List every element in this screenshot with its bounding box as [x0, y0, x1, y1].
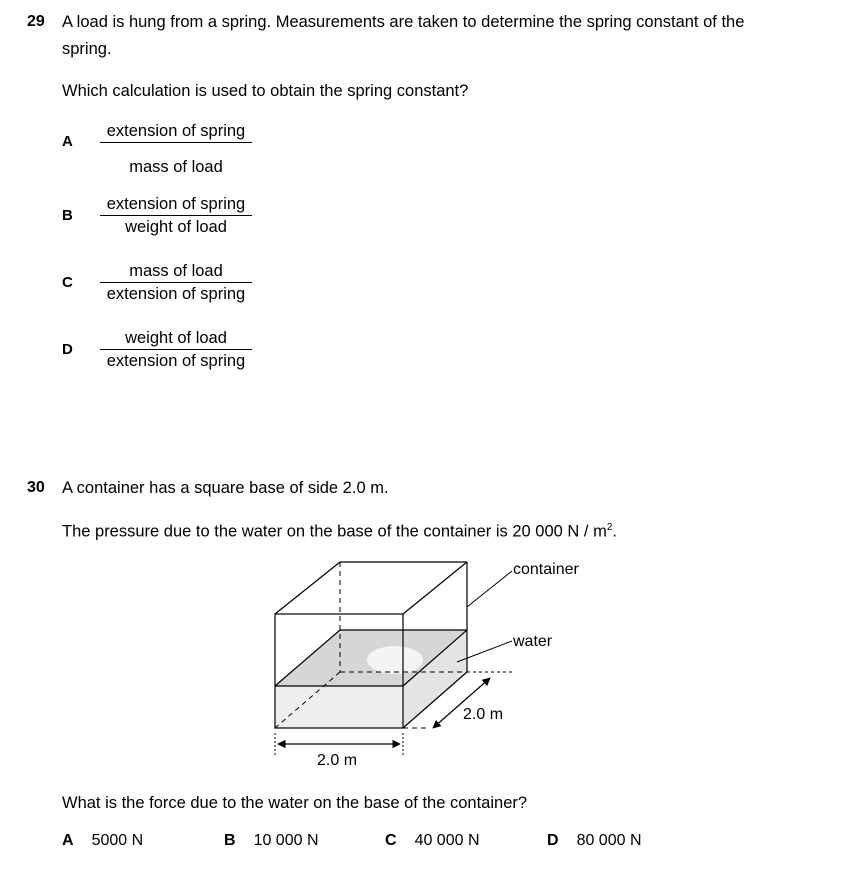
answer-d [547, 832, 642, 850]
water-highlight [367, 646, 423, 674]
label-container: container [513, 561, 579, 578]
pressure-text: The pressure due to the water on the base of the container is 20 000 N / m [62, 522, 607, 541]
option-d-letter: D [62, 341, 73, 358]
option-a-letter: A [62, 133, 73, 150]
pressure-superscript: 2 [606, 522, 613, 533]
pressure-end: . [612, 522, 617, 541]
answer-d-letter: D [547, 832, 559, 849]
option-d-denominator: extension of spring [106, 352, 246, 370]
question-29-stem-line2: spring. [62, 40, 112, 58]
water-front-face [275, 686, 403, 728]
question-30-number: 30 [27, 479, 45, 496]
answer-c-value: 40 000 N [414, 832, 480, 849]
answer-a-letter: A [62, 832, 74, 849]
answer-b [224, 832, 319, 850]
option-c-numerator: mass of load [129, 262, 223, 280]
answer-c [385, 832, 480, 850]
option-b-numerator: extension of spring [106, 195, 246, 213]
answer-b-value: 10 000 N [253, 832, 319, 849]
label-width: 2.0 m [317, 752, 358, 769]
container-leader-line [467, 571, 512, 607]
answer-c-letter: C [385, 832, 397, 849]
answer-d-value: 80 000 N [576, 832, 642, 849]
question-30-prompt: What is the force due to the water on the base of the container? [62, 794, 528, 812]
question-29-stem-line1: A load is hung from a spring. Measurements are taken to determine the spring constant of the [62, 13, 745, 31]
option-c-letter: C [62, 274, 73, 291]
question-29-prompt: Which calculation is used to obtain the spring constant? [62, 82, 469, 100]
answer-b-letter: B [224, 832, 236, 849]
answer-a [62, 832, 143, 850]
question-30-stem: A container has a square base of side 2.0 m. [62, 479, 389, 497]
option-a-denominator: mass of load [129, 158, 223, 176]
option-a-numerator: extension of spring [106, 122, 246, 140]
option-b-denominator: weight of load [125, 218, 227, 236]
label-water: water [513, 633, 553, 650]
option-d-numerator: weight of load [125, 329, 227, 347]
option-c-denominator: extension of spring [106, 285, 246, 303]
question-29-number: 29 [27, 13, 45, 30]
option-b-letter: B [62, 207, 73, 224]
answer-a-value: 5000 N [91, 832, 144, 849]
label-depth: 2.0 m [463, 706, 504, 723]
